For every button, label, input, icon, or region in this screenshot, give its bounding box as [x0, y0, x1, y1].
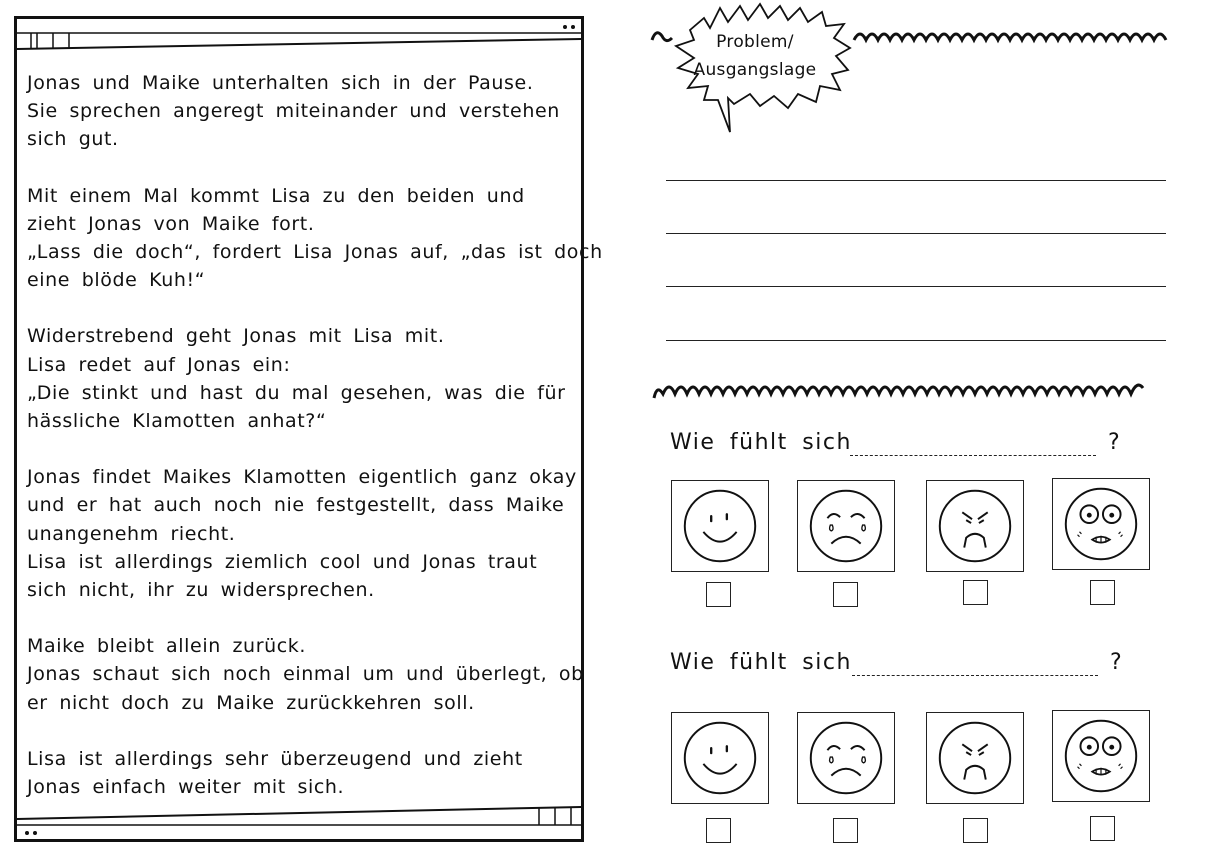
story-line: Mit einem Mal kommt Lisa zu den beiden und	[27, 184, 525, 207]
sad-face-icon	[797, 712, 895, 804]
writing-line[interactable]	[666, 286, 1166, 287]
story-line: „Die stinkt und hast du mal gesehen, was die für	[27, 381, 566, 404]
feeling-checkbox[interactable]	[1090, 816, 1115, 841]
story-text	[27, 69, 603, 829]
story-paragraph	[27, 632, 584, 717]
story-line: Jonas und Maike unterhalten sich in der Pause.	[27, 72, 534, 94]
feelings-prompt-2: Wie fühlt sich	[670, 650, 852, 675]
story-line: Lisa redet auf Jonas ein:	[27, 353, 291, 376]
story-line: Lisa ist allerdings sehr überzeugend und zieht	[27, 747, 523, 770]
story-line: zieht Jonas von Maike fort.	[27, 212, 315, 235]
story-paragraph	[27, 745, 579, 801]
feelings-prompt-1: Wie fühlt sich	[670, 430, 852, 455]
feeling-checkbox[interactable]	[963, 580, 988, 605]
scared-face-icon	[1052, 710, 1150, 802]
question-mark-1: ?	[1108, 430, 1120, 455]
question-mark-2: ?	[1110, 650, 1122, 675]
problem-label-line2: Ausgangslage	[693, 60, 817, 80]
feeling-checkbox[interactable]	[833, 582, 858, 607]
story-line: Jonas einfach weiter mit sich.	[27, 776, 345, 799]
story-paragraph	[27, 182, 603, 295]
story-line: „Lass die doch“, fordert Lisa Jonas auf, „das ist doch	[27, 241, 603, 264]
story-line: er nicht doch zu Maike zurückkehren soll.	[27, 691, 475, 714]
story-paragraph	[27, 463, 579, 604]
writing-line[interactable]	[666, 233, 1166, 234]
story-line: Jonas schaut sich noch einmal um und überlegt, ob	[27, 663, 584, 686]
story-line: hässliche Klamotten anhat?“	[27, 410, 327, 433]
story-line: Jonas findet Maikes Klamotten eigentlich ganz okay	[27, 466, 577, 489]
angry-face-icon	[926, 712, 1024, 804]
angry-face-icon	[926, 480, 1024, 572]
wavy-divider-icon	[650, 370, 1178, 404]
feeling-checkbox[interactable]	[706, 818, 731, 843]
sad-face-icon	[797, 480, 895, 572]
story-paragraph	[27, 69, 579, 154]
scared-face-icon	[1052, 478, 1150, 570]
feeling-checkbox[interactable]	[1090, 580, 1115, 605]
story-line: und er hat auch noch nie festgestellt, dass Maike	[27, 494, 565, 517]
feeling-checkbox[interactable]	[963, 818, 988, 843]
story-line: Widerstrebend geht Jonas mit Lisa mit.	[27, 325, 445, 348]
story-line: eine blöde Kuh!“	[27, 269, 206, 292]
writing-line[interactable]	[666, 340, 1166, 341]
happy-face-icon	[671, 712, 769, 804]
story-line: sich nicht, ihr zu widersprechen.	[27, 579, 375, 602]
happy-face-icon	[671, 480, 769, 572]
problem-label	[690, 28, 820, 84]
feeling-checkbox[interactable]	[706, 582, 731, 607]
story-line: Lisa ist allerdings ziemlich cool und Jonas traut	[27, 550, 538, 573]
story-line: unangenehm riecht.	[27, 522, 236, 545]
feeling-checkbox[interactable]	[833, 818, 858, 843]
story-paragraph	[27, 322, 579, 435]
story-line: Maike bleibt allein zurück.	[27, 635, 307, 658]
story-card	[14, 16, 603, 842]
name-blank-2[interactable]	[852, 675, 1098, 676]
writing-line[interactable]	[666, 180, 1166, 181]
story-line: sich gut.	[27, 128, 119, 151]
name-blank-1[interactable]	[850, 455, 1096, 456]
story-line: Sie sprechen angeregt miteinander und verstehen	[27, 100, 560, 123]
problem-label-line1: Problem/	[716, 32, 794, 52]
